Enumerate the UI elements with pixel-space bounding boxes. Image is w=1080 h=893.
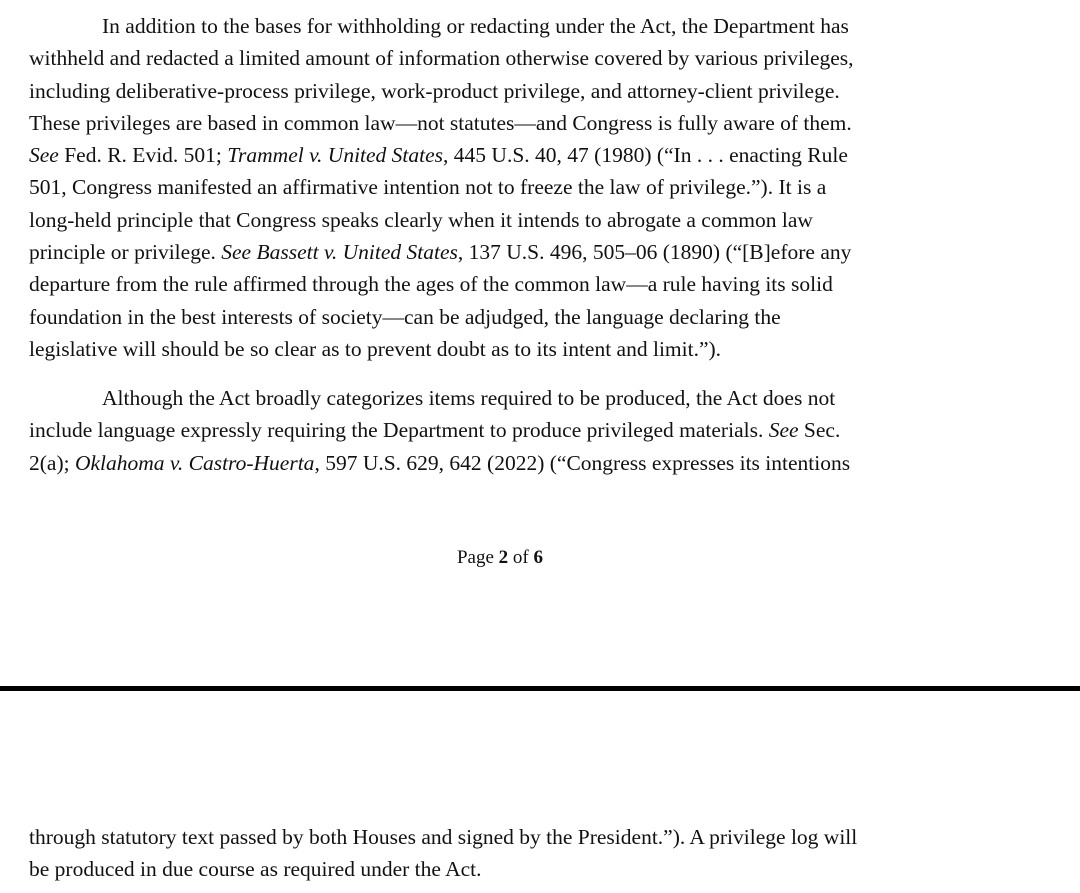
text-line: [29, 139, 969, 171]
text-fragment: , 137 U.S. 496, 505–06 (1890) (“[B]efore any: [457, 240, 852, 265]
text-line: [29, 414, 969, 446]
text-line: [29, 447, 969, 479]
text-line: departure from the rule affirmed through the ages of the common law—a rule having its solid: [29, 272, 833, 297]
paragraph-continuation: [29, 821, 969, 886]
text-line: legislative will should be so clear as to prevent doubt as to its intent and limit.”).: [29, 336, 722, 361]
paragraph-act-language: [29, 382, 969, 479]
text-line: Although the Act broadly categorizes items required to be produced, the Act does not: [102, 386, 836, 410]
page-total: 6: [533, 547, 543, 568]
text-line: [29, 236, 969, 268]
paragraph-privileges: [29, 10, 969, 365]
text-fragment: Fed. R. Evid. 501;: [58, 143, 228, 168]
page-number: 2: [498, 547, 509, 568]
case-name: See Bassett v. United States: [221, 240, 458, 265]
text-line: be produced in due course as required under the Act.: [29, 857, 482, 882]
text-line: 501, Congress manifested an affirmative intention not to freeze the law of privilege.”). It is a: [29, 175, 827, 200]
text-fragment: Sec.: [798, 418, 841, 443]
page-word: Page: [456, 547, 494, 568]
text-line: These privileges are based in common law—not statutes—and Congress is fully aware of them.: [29, 110, 852, 135]
text-line: In addition to the bases for withholding or redacting under the Act, the Department has: [102, 14, 849, 38]
case-name: Oklahoma v. Castro-Huerta: [74, 450, 315, 475]
text-fragment: 2(a);: [29, 450, 75, 475]
text-fragment: principle or privilege.: [29, 240, 222, 265]
case-name: Trammel v. United States: [227, 143, 444, 168]
of-word: of: [512, 547, 529, 568]
text-line: through statutory text passed by both Houses and signed by the President.”). A privilege log will: [29, 825, 858, 849]
citation-signal: See: [29, 143, 59, 168]
text-fragment: , 445 U.S. 40, 47 (1980) (“In . . . enacting Rule: [443, 143, 848, 168]
text-line: withheld and redacted a limited amount of information otherwise covered by various privileges,: [29, 46, 854, 71]
document-page-lower: [0, 691, 1080, 893]
text-line: foundation in the best interests of society—can be adjudged, the language declaring the: [29, 304, 781, 329]
page-footer: [0, 544, 1000, 572]
text-line: long-held principle that Congress speaks clearly when it intends to abrogate a common law: [29, 207, 813, 232]
text-line: including deliberative-process privilege, work-product privilege, and attorney-client privilege.: [29, 78, 840, 103]
citation-signal: See: [768, 418, 799, 443]
text-fragment: include language expressly requiring the Department to produce privileged materials.: [29, 418, 769, 443]
text-fragment: , 597 U.S. 629, 642 (2022) (“Congress expresses its intentions: [314, 450, 851, 475]
